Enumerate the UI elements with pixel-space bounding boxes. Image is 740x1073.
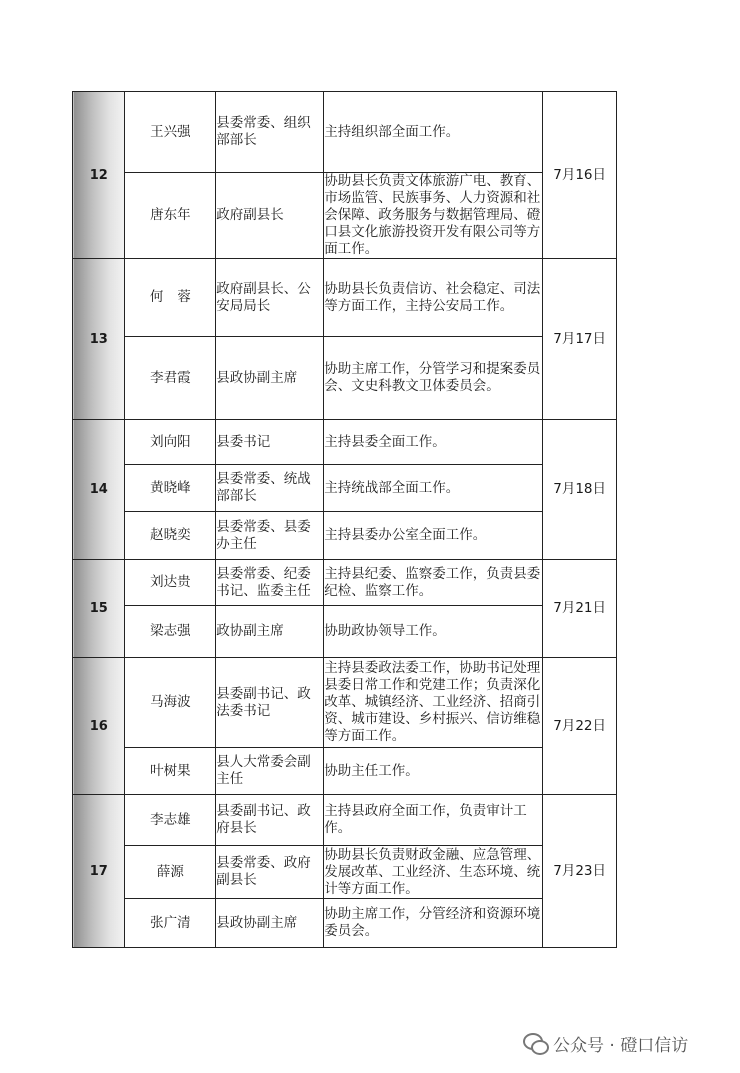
table-row xyxy=(73,92,617,173)
group-number: 14 xyxy=(73,420,125,560)
leader-duties: 协助县长负责文体旅游广电、教育、市场监管、民族事务、人力资源和社会保障、政务服务与数据管理局、磴口县文化旅游投资开发有限公司等方面工作。 xyxy=(324,173,543,259)
watermark-text: 公众号 · 磴口信访 xyxy=(553,1036,689,1056)
leader-duties: 协助县长负责财政金融、应急管理、发展改革、工业经济、生态环境、统计等方面工作。 xyxy=(324,846,543,899)
leader-duties: 协助政协领导工作。 xyxy=(324,606,543,658)
leader-position: 县委常委、组织部部长 xyxy=(216,92,324,173)
leader-name: 叶树果 xyxy=(125,748,216,795)
leader-name: 黄晓峰 xyxy=(125,465,216,512)
leader-duties: 主持县纪委、监察委工作，负责县委纪检、监察工作。 xyxy=(324,560,543,606)
group-number: 12 xyxy=(73,92,125,259)
wechat-watermark xyxy=(523,1031,688,1056)
table-row xyxy=(73,748,617,795)
table-row xyxy=(73,795,617,846)
leader-duties: 协助县长负责信访、社会稳定、司法等方面工作，主持公安局工作。 xyxy=(324,259,543,337)
reception-date: 7月16日 xyxy=(543,92,617,259)
leader-position: 政府副县长、公安局局长 xyxy=(216,259,324,337)
leader-position: 县委常委、统战部部长 xyxy=(216,465,324,512)
leader-duties: 主持组织部全面工作。 xyxy=(324,92,543,173)
leader-position: 县委常委、县委办主任 xyxy=(216,512,324,560)
wechat-icon xyxy=(523,1033,547,1055)
leader-name: 赵晓奕 xyxy=(125,512,216,560)
leader-position: 政协副主席 xyxy=(216,606,324,658)
leader-duties: 协助主席工作，分管经济和资源环境委员会。 xyxy=(324,899,543,948)
table-row xyxy=(73,512,617,560)
table-row xyxy=(73,465,617,512)
leader-name: 李君霞 xyxy=(125,337,216,420)
group-number: 15 xyxy=(73,560,125,658)
reception-date: 7月21日 xyxy=(543,560,617,658)
leader-name: 张广清 xyxy=(125,899,216,948)
leader-position: 县委副书记、政府县长 xyxy=(216,795,324,846)
leader-name: 马海波 xyxy=(125,658,216,748)
leader-position: 县政协副主席 xyxy=(216,337,324,420)
leader-duties: 主持县政府全面工作，负责审计工作。 xyxy=(324,795,543,846)
table-row xyxy=(73,606,617,658)
leader-position: 县委副书记、政法委书记 xyxy=(216,658,324,748)
leader-position: 县委常委、纪委书记、监委主任 xyxy=(216,560,324,606)
table-row xyxy=(73,846,617,899)
reception-date: 7月17日 xyxy=(543,259,617,420)
leader-name: 刘向阳 xyxy=(125,420,216,465)
table-row xyxy=(73,899,617,948)
leader-name: 唐东年 xyxy=(125,173,216,259)
leader-duties: 主持统战部全面工作。 xyxy=(324,465,543,512)
table-row xyxy=(73,658,617,748)
group-number: 17 xyxy=(73,795,125,948)
table-row xyxy=(73,560,617,606)
reception-date: 7月23日 xyxy=(543,795,617,948)
leader-duties: 主持县委办公室全面工作。 xyxy=(324,512,543,560)
leader-duties: 主持县委全面工作。 xyxy=(324,420,543,465)
group-number: 16 xyxy=(73,658,125,795)
leader-name: 李志雄 xyxy=(125,795,216,846)
leader-name-text: 何蓉 xyxy=(149,289,205,305)
leader-name xyxy=(125,259,216,337)
table-row xyxy=(73,420,617,465)
table-row xyxy=(73,259,617,337)
reception-date: 7月22日 xyxy=(543,658,617,795)
leader-position: 县委书记 xyxy=(216,420,324,465)
leader-position: 县政协副主席 xyxy=(216,899,324,948)
leader-duties: 协助主任工作。 xyxy=(324,748,543,795)
group-number: 13 xyxy=(73,259,125,420)
leader-name: 梁志强 xyxy=(125,606,216,658)
table-row xyxy=(73,173,617,259)
leader-duties: 主持县委政法委工作，协助书记处理县委日常工作和党建工作；负责深化改革、城镇经济、工业经济、招商引资、城市建设、乡村振兴、信访维稳等方面工作。 xyxy=(324,658,543,748)
reception-schedule-table xyxy=(72,91,617,948)
leader-position: 县人大常委会副主任 xyxy=(216,748,324,795)
leader-duties: 协助主席工作，分管学习和提案委员会、文史科教文卫体委员会。 xyxy=(324,337,543,420)
leader-name: 王兴强 xyxy=(125,92,216,173)
table-row xyxy=(73,337,617,420)
leader-name: 刘达贵 xyxy=(125,560,216,606)
leader-position: 政府副县长 xyxy=(216,173,324,259)
reception-date: 7月18日 xyxy=(543,420,617,560)
leader-position: 县委常委、政府副县长 xyxy=(216,846,324,899)
leader-name: 薛源 xyxy=(125,846,216,899)
